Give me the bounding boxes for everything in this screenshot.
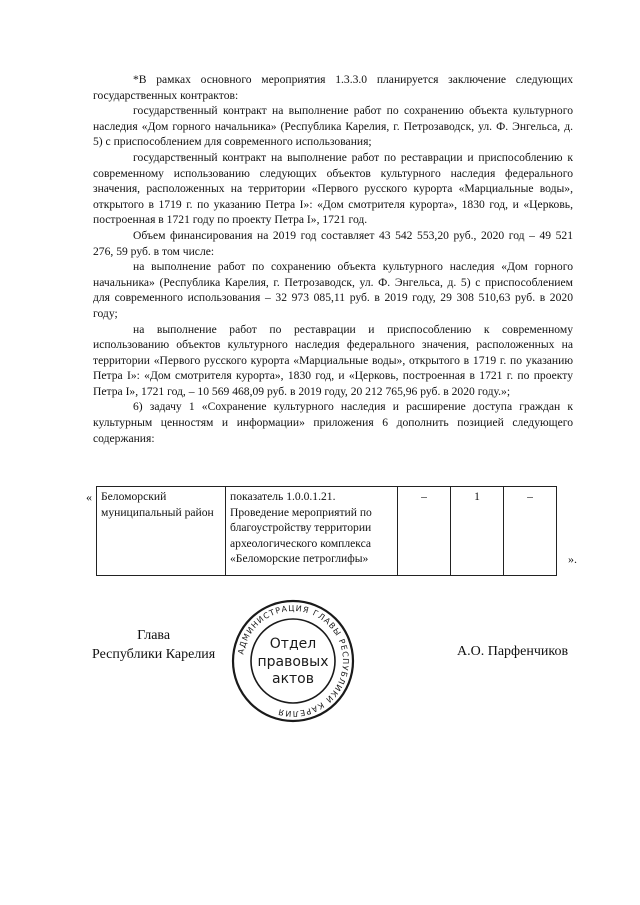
signature-title	[92, 626, 215, 664]
opening-quote: «	[86, 490, 92, 504]
paragraph: Объем финансирования на 2019 год составляет 43 542 553,20 руб., 2020 год – 49 521 276, 59 руб. в том числе:	[93, 228, 573, 258]
seal-ring-text: АДМИНИСТРАЦИЯ ГЛАВЫ РЕСПУБЛИКИ КАРЕЛИЯ	[236, 603, 351, 719]
table-cell-value: 1	[451, 487, 504, 576]
closing-quote: ».	[568, 552, 577, 566]
signature-title-line: Глава	[137, 628, 171, 643]
table-cell-value: –	[504, 487, 557, 576]
seal-text-line: актов	[271, 671, 315, 687]
seal-stamp	[225, 598, 361, 724]
signature-title-line: Республики Карелия	[92, 647, 216, 662]
body-text	[93, 72, 573, 446]
seal-text-line: Отдел	[269, 636, 317, 652]
addendum-table-wrap	[86, 486, 586, 578]
table-cell-district: Беломорский муниципальный район	[97, 487, 226, 576]
paragraph: на выполнение работ по реставрации и приспособлению к современному использованию объектов культурного наследия федерального значения, расположенных на территории «Первого русского курорта «Марциальные воды», открытого в 1719 г. по указанию Петра I»: «Дом смотрителя курорта», 1830 год, и «Церковь, построенная в 1721 г. по проекту Петра I», 1721 год, – 10 569 468,09 руб. в 2019 году, 20 212 765,96 руб. в 2020 году.»;	[93, 322, 573, 398]
table-row	[97, 487, 557, 576]
table-cell-indicator: показатель 1.0.0.1.21. Проведение мероприятий по благоустройству территории археологического комплекса «Беломорские петроглифы»	[226, 487, 398, 576]
table-cell-value: –	[398, 487, 451, 576]
addendum-table	[96, 486, 557, 576]
paragraph: 6) задачу 1 «Сохранение культурного наследия и расширение доступа граждан к культурным ценностям и информации» приложения 6 дополнить позицией следующего содержания:	[93, 400, 573, 445]
paragraph: *В рамках основного мероприятия 1.3.3.0 планируется заключение следующих государственных контрактов:	[93, 73, 573, 102]
paragraph: государственный контракт на выполнение работ по реставрации и приспособлению к современному использованию следующих объектов культурного наследия федерального значения, расположенных на территории «Первого русского курорта «Марциальные воды», открытого в 1719 г. по указанию Петра I»: «Дом смотрителя курорта», 1830 год, и «Церковь, построенная в 1721 году по проекту Петра I», 1721 год.	[93, 150, 573, 227]
paragraph: государственный контракт на выполнение работ по сохранению объекта культурного наследия «Дом горного начальника» (Республика Карелия, г. Петрозаводск, ул. Ф. Энгельса, д. 5) с приспособлением для современного использования;	[93, 104, 573, 149]
seal-text-line: правовых	[257, 654, 329, 670]
paragraph: на выполнение работ по сохранению объекта культурного наследия «Дом горного начальника» (Республика Карелия, г. Петрозаводск, ул. Ф. Энгельса, д. 5) с приспособлением для современного использования – 32 973 085,11 руб. в 2019 году, 29 308 510,63 руб. в 2020 году;	[93, 260, 573, 320]
signatory-name: А.О. Парфенчиков	[457, 644, 569, 659]
